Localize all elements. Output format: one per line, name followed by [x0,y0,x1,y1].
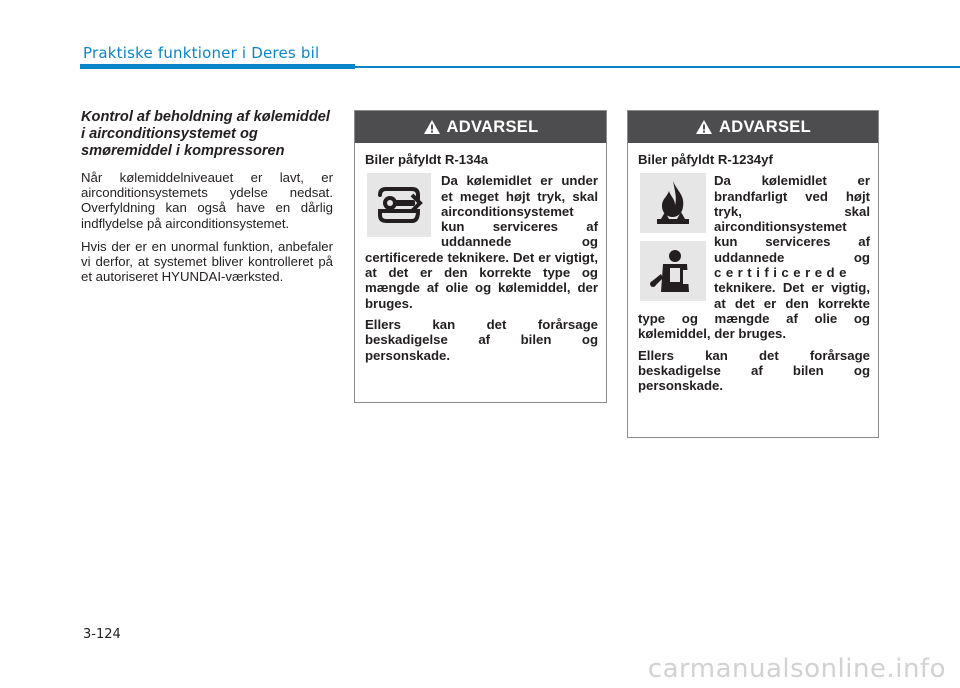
warning-header [355,111,606,143]
warning-text-2: Ellers kan det forårsage beskadigelse af bilen og personskade. [638,347,870,394]
page-number: 3-124 [83,627,121,642]
warning-subtitle: Biler påfyldt R-134a [365,152,489,167]
header-rule-thick [80,64,355,69]
warning-label: ADVARSEL [719,117,811,136]
warning-body [628,143,878,393]
warning-text-2: Ellers kan det forårsage beskadigelse af bilen og personskade. [365,316,598,363]
header-rule-thin [355,66,960,68]
warning-text-a: Da kølemidlet er brandfarligt ved højt tryk, skal airconditionsystemet kun serviceres af uddannede og [714,173,870,265]
chapter-title: Praktiske funktioner i Deres bil [83,44,320,62]
paragraph-2: Hvis der er en unormal funktion, anbefaler vi derfor, at systemet bliver kontrolleret på et autoriseret HYUNDAI-værksted. [81,238,333,285]
icon-stack [640,173,706,301]
warning-triangle-icon [695,119,713,135]
warning-text-b: certificerede [714,265,851,281]
warning-triangle-icon [423,119,441,135]
warning-box-r134a [354,110,607,403]
watermark: carmanualsonline.info [647,654,946,684]
warning-header [628,111,878,143]
flame-icon [640,173,706,233]
warning-box-r1234yf [627,110,879,438]
warning-text: Da kølemidlet er under et meget højt tryk, skal airconditionsystemet kun serviceres af uddannede og certificerede teknikere. Det er vigtigt, at det er den korrekte type og mængde af olie og kølemiddel, der bruges. [365,173,598,311]
paragraph-1: Når kølemiddelniveauet er lavt, er airconditionsystemets ydelse nedsat. Overfyldning kan også have en dårlig indflydelse på airconditionsystemet. [81,170,333,231]
warning-label: ADVARSEL [446,117,539,136]
warning-subtitle: Biler påfyldt R-1234yf [638,152,773,167]
warning-text-c: teknikere. Det er vigtig, at det er den korrekte type og mængde af olie og kølemiddel, der bruges. [638,280,870,342]
warning-body [355,143,606,363]
technician-icon [640,241,706,301]
wrench-icon [367,173,431,237]
section-title: Kontrol af beholdning af kølemiddel i airconditionsystemet og smøremiddel i kompressoren [81,109,330,159]
left-column [81,109,333,292]
